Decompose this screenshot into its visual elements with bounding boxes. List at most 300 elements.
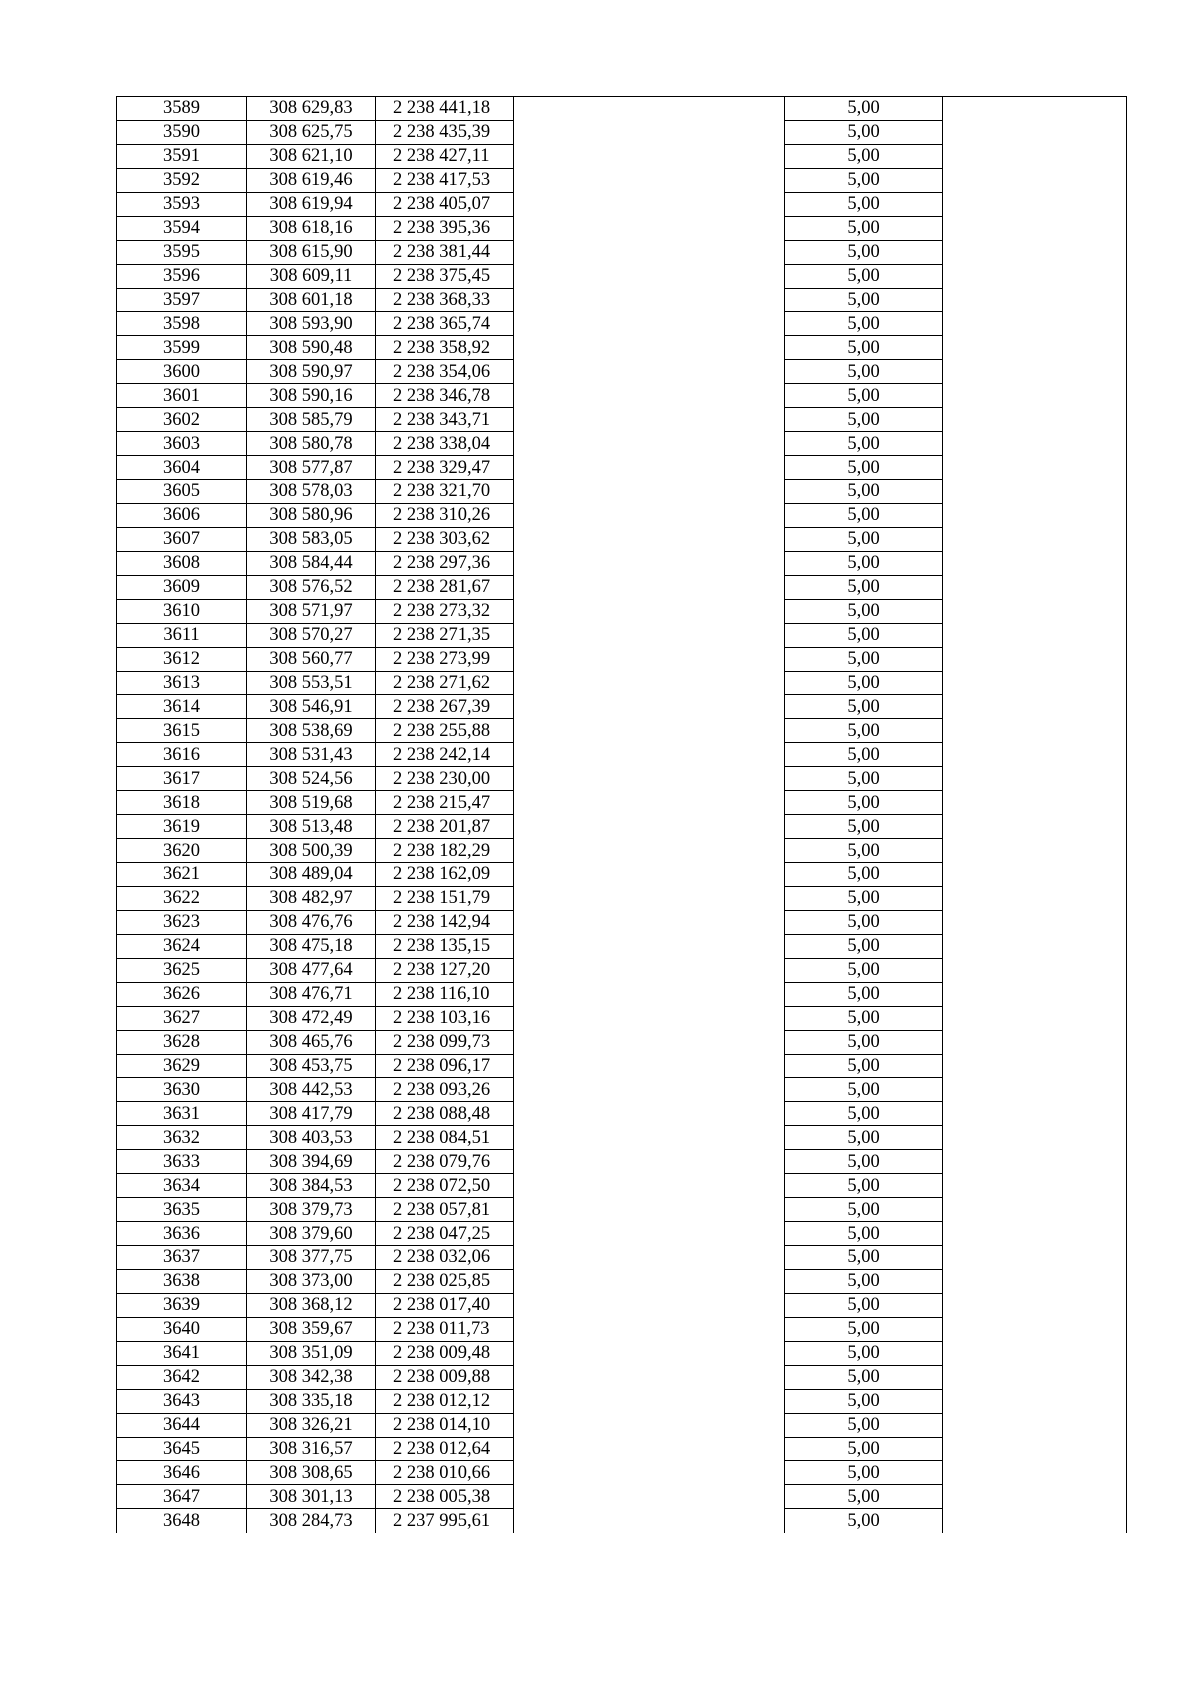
empty-column — [943, 240, 1127, 264]
y-coordinate: 2 238 368,33 — [376, 288, 514, 312]
y-coordinate: 2 238 010,66 — [376, 1461, 514, 1485]
x-coordinate: 308 284,73 — [247, 1509, 376, 1533]
coordinates-table — [116, 96, 1127, 1533]
table-row — [117, 456, 1127, 480]
y-coordinate: 2 238 381,44 — [376, 240, 514, 264]
empty-column — [943, 1006, 1127, 1030]
table-row — [117, 815, 1127, 839]
empty-column — [943, 575, 1127, 599]
x-coordinate: 308 368,12 — [247, 1293, 376, 1317]
empty-column — [514, 1078, 785, 1102]
x-coordinate: 308 476,76 — [247, 910, 376, 934]
y-coordinate: 2 238 346,78 — [376, 384, 514, 408]
empty-column — [943, 791, 1127, 815]
value-cell: 5,00 — [785, 1341, 943, 1365]
value-cell: 5,00 — [785, 1317, 943, 1341]
table-row — [117, 1030, 1127, 1054]
empty-column — [943, 767, 1127, 791]
table-row — [117, 1389, 1127, 1413]
point-number: 3599 — [117, 336, 247, 360]
x-coordinate: 308 577,87 — [247, 456, 376, 480]
point-number: 3636 — [117, 1222, 247, 1246]
value-cell: 5,00 — [785, 671, 943, 695]
empty-column — [943, 1126, 1127, 1150]
x-coordinate: 308 615,90 — [247, 240, 376, 264]
table-row — [117, 1485, 1127, 1509]
value-cell: 5,00 — [785, 623, 943, 647]
y-coordinate: 2 238 273,99 — [376, 647, 514, 671]
y-coordinate: 2 238 201,87 — [376, 815, 514, 839]
value-cell: 5,00 — [785, 456, 943, 480]
point-number: 3619 — [117, 815, 247, 839]
point-number: 3648 — [117, 1509, 247, 1533]
table-row — [117, 480, 1127, 504]
value-cell: 5,00 — [785, 1150, 943, 1174]
y-coordinate: 2 238 099,73 — [376, 1030, 514, 1054]
x-coordinate: 308 465,76 — [247, 1030, 376, 1054]
table-row — [117, 144, 1127, 168]
value-cell: 5,00 — [785, 408, 943, 432]
point-number: 3600 — [117, 360, 247, 384]
y-coordinate: 2 238 297,36 — [376, 551, 514, 575]
point-number: 3632 — [117, 1126, 247, 1150]
empty-column — [943, 408, 1127, 432]
point-number: 3615 — [117, 719, 247, 743]
point-number: 3614 — [117, 695, 247, 719]
empty-column — [514, 456, 785, 480]
empty-column — [514, 168, 785, 192]
y-coordinate: 2 238 084,51 — [376, 1126, 514, 1150]
x-coordinate: 308 546,91 — [247, 695, 376, 719]
y-coordinate: 2 238 142,94 — [376, 910, 514, 934]
empty-column — [943, 1317, 1127, 1341]
x-coordinate: 308 531,43 — [247, 743, 376, 767]
table-row — [117, 623, 1127, 647]
empty-column — [514, 1246, 785, 1270]
x-coordinate: 308 359,67 — [247, 1317, 376, 1341]
point-number: 3594 — [117, 216, 247, 240]
point-number: 3638 — [117, 1269, 247, 1293]
value-cell: 5,00 — [785, 432, 943, 456]
point-number: 3625 — [117, 958, 247, 982]
table-row — [117, 312, 1127, 336]
table-row — [117, 1150, 1127, 1174]
point-number: 3621 — [117, 863, 247, 887]
empty-column — [514, 1509, 785, 1533]
x-coordinate: 308 524,56 — [247, 767, 376, 791]
value-cell: 5,00 — [785, 264, 943, 288]
empty-column — [943, 934, 1127, 958]
empty-column — [943, 671, 1127, 695]
x-coordinate: 308 342,38 — [247, 1365, 376, 1389]
x-coordinate: 308 538,69 — [247, 719, 376, 743]
point-number: 3641 — [117, 1341, 247, 1365]
y-coordinate: 2 238 012,64 — [376, 1437, 514, 1461]
table-row — [117, 743, 1127, 767]
y-coordinate: 2 238 047,25 — [376, 1222, 514, 1246]
y-coordinate: 2 238 103,16 — [376, 1006, 514, 1030]
point-number: 3623 — [117, 910, 247, 934]
x-coordinate: 308 585,79 — [247, 408, 376, 432]
y-coordinate: 2 238 255,88 — [376, 719, 514, 743]
x-coordinate: 308 629,83 — [247, 97, 376, 121]
empty-column — [943, 1413, 1127, 1437]
value-cell: 5,00 — [785, 743, 943, 767]
x-coordinate: 308 571,97 — [247, 599, 376, 623]
value-cell: 5,00 — [785, 240, 943, 264]
x-coordinate: 308 601,18 — [247, 288, 376, 312]
empty-column — [514, 1054, 785, 1078]
x-coordinate: 308 580,78 — [247, 432, 376, 456]
x-coordinate: 308 379,60 — [247, 1222, 376, 1246]
y-coordinate: 2 238 281,67 — [376, 575, 514, 599]
point-number: 3631 — [117, 1102, 247, 1126]
x-coordinate: 308 417,79 — [247, 1102, 376, 1126]
x-coordinate: 308 560,77 — [247, 647, 376, 671]
point-number: 3610 — [117, 599, 247, 623]
y-coordinate: 2 238 329,47 — [376, 456, 514, 480]
value-cell: 5,00 — [785, 1006, 943, 1030]
empty-column — [943, 1341, 1127, 1365]
value-cell: 5,00 — [785, 480, 943, 504]
empty-column — [943, 647, 1127, 671]
empty-column — [514, 719, 785, 743]
value-cell: 5,00 — [785, 1293, 943, 1317]
table-row — [117, 1365, 1127, 1389]
y-coordinate: 2 238 365,74 — [376, 312, 514, 336]
empty-column — [943, 1102, 1127, 1126]
empty-column — [514, 1150, 785, 1174]
x-coordinate: 308 351,09 — [247, 1341, 376, 1365]
empty-column — [514, 1174, 785, 1198]
empty-column — [514, 958, 785, 982]
x-coordinate: 308 476,71 — [247, 982, 376, 1006]
y-coordinate: 2 238 242,14 — [376, 743, 514, 767]
y-coordinate: 2 238 417,53 — [376, 168, 514, 192]
value-cell: 5,00 — [785, 839, 943, 863]
table-row — [117, 288, 1127, 312]
y-coordinate: 2 238 017,40 — [376, 1293, 514, 1317]
value-cell: 5,00 — [785, 1269, 943, 1293]
empty-column — [943, 551, 1127, 575]
empty-column — [943, 1485, 1127, 1509]
empty-column — [943, 695, 1127, 719]
empty-column — [943, 719, 1127, 743]
table-row — [117, 1293, 1127, 1317]
point-number: 3620 — [117, 839, 247, 863]
value-cell: 5,00 — [785, 982, 943, 1006]
point-number: 3595 — [117, 240, 247, 264]
point-number: 3645 — [117, 1437, 247, 1461]
value-cell: 5,00 — [785, 1078, 943, 1102]
empty-column — [943, 958, 1127, 982]
table-row — [117, 1054, 1127, 1078]
table-row — [117, 336, 1127, 360]
empty-column — [514, 503, 785, 527]
point-number: 3590 — [117, 120, 247, 144]
y-coordinate: 2 238 343,71 — [376, 408, 514, 432]
value-cell: 5,00 — [785, 360, 943, 384]
value-cell: 5,00 — [785, 312, 943, 336]
empty-column — [514, 1269, 785, 1293]
table-row — [117, 719, 1127, 743]
x-coordinate: 308 590,16 — [247, 384, 376, 408]
empty-column — [943, 312, 1127, 336]
point-number: 3592 — [117, 168, 247, 192]
y-coordinate: 2 238 162,09 — [376, 863, 514, 887]
empty-column — [514, 1006, 785, 1030]
value-cell: 5,00 — [785, 815, 943, 839]
table-row — [117, 551, 1127, 575]
empty-column — [514, 1222, 785, 1246]
table-row — [117, 1341, 1127, 1365]
point-number: 3591 — [117, 144, 247, 168]
table-row — [117, 1269, 1127, 1293]
table-row — [117, 863, 1127, 887]
y-coordinate: 2 238 012,12 — [376, 1389, 514, 1413]
x-coordinate: 308 570,27 — [247, 623, 376, 647]
empty-column — [514, 623, 785, 647]
value-cell: 5,00 — [785, 599, 943, 623]
empty-column — [943, 216, 1127, 240]
table-row — [117, 695, 1127, 719]
y-coordinate: 2 238 009,48 — [376, 1341, 514, 1365]
value-cell: 5,00 — [785, 97, 943, 121]
table-row — [117, 1174, 1127, 1198]
value-cell: 5,00 — [785, 1365, 943, 1389]
y-coordinate: 2 238 127,20 — [376, 958, 514, 982]
table-row — [117, 168, 1127, 192]
empty-column — [514, 1365, 785, 1389]
table-row — [117, 503, 1127, 527]
table-row — [117, 910, 1127, 934]
empty-column — [943, 815, 1127, 839]
empty-column — [943, 1246, 1127, 1270]
value-cell: 5,00 — [785, 216, 943, 240]
empty-column — [514, 599, 785, 623]
empty-column — [943, 288, 1127, 312]
table-row — [117, 1509, 1127, 1533]
value-cell: 5,00 — [785, 1198, 943, 1222]
x-coordinate: 308 472,49 — [247, 1006, 376, 1030]
y-coordinate: 2 238 005,38 — [376, 1485, 514, 1509]
empty-column — [514, 288, 785, 312]
x-coordinate: 308 621,10 — [247, 144, 376, 168]
empty-column — [514, 432, 785, 456]
point-number: 3633 — [117, 1150, 247, 1174]
value-cell: 5,00 — [785, 1030, 943, 1054]
x-coordinate: 308 301,13 — [247, 1485, 376, 1509]
y-coordinate: 2 238 088,48 — [376, 1102, 514, 1126]
y-coordinate: 2 238 032,06 — [376, 1246, 514, 1270]
empty-column — [943, 623, 1127, 647]
value-cell: 5,00 — [785, 168, 943, 192]
empty-column — [943, 360, 1127, 384]
point-number: 3616 — [117, 743, 247, 767]
table-row — [117, 120, 1127, 144]
y-coordinate: 2 238 271,35 — [376, 623, 514, 647]
empty-column — [514, 934, 785, 958]
empty-column — [943, 1389, 1127, 1413]
point-number: 3624 — [117, 934, 247, 958]
value-cell: 5,00 — [785, 120, 943, 144]
empty-column — [514, 1293, 785, 1317]
x-coordinate: 308 576,52 — [247, 575, 376, 599]
value-cell: 5,00 — [785, 1413, 943, 1437]
empty-column — [943, 1365, 1127, 1389]
empty-column — [514, 1461, 785, 1485]
empty-column — [943, 264, 1127, 288]
x-coordinate: 308 477,64 — [247, 958, 376, 982]
y-coordinate: 2 238 116,10 — [376, 982, 514, 1006]
y-coordinate: 2 238 093,26 — [376, 1078, 514, 1102]
point-number: 3618 — [117, 791, 247, 815]
table-row — [117, 599, 1127, 623]
empty-column — [514, 480, 785, 504]
empty-column — [943, 599, 1127, 623]
point-number: 3634 — [117, 1174, 247, 1198]
y-coordinate: 2 238 427,11 — [376, 144, 514, 168]
x-coordinate: 308 394,69 — [247, 1150, 376, 1174]
empty-column — [943, 839, 1127, 863]
point-number: 3609 — [117, 575, 247, 599]
empty-column — [514, 1317, 785, 1341]
value-cell: 5,00 — [785, 863, 943, 887]
point-number: 3608 — [117, 551, 247, 575]
x-coordinate: 308 583,05 — [247, 527, 376, 551]
point-number: 3597 — [117, 288, 247, 312]
point-number: 3598 — [117, 312, 247, 336]
table-row — [117, 527, 1127, 551]
point-number: 3603 — [117, 432, 247, 456]
table-row — [117, 1437, 1127, 1461]
value-cell: 5,00 — [785, 1485, 943, 1509]
point-number: 3643 — [117, 1389, 247, 1413]
y-coordinate: 2 238 011,73 — [376, 1317, 514, 1341]
point-number: 3627 — [117, 1006, 247, 1030]
empty-column — [514, 1341, 785, 1365]
empty-column — [514, 408, 785, 432]
point-number: 3605 — [117, 480, 247, 504]
table-row — [117, 1222, 1127, 1246]
point-number: 3602 — [117, 408, 247, 432]
table-row — [117, 1246, 1127, 1270]
point-number: 3646 — [117, 1461, 247, 1485]
empty-column — [514, 240, 785, 264]
empty-column — [514, 767, 785, 791]
empty-column — [514, 1126, 785, 1150]
table-row — [117, 216, 1127, 240]
y-coordinate: 2 238 303,62 — [376, 527, 514, 551]
y-coordinate: 2 238 354,06 — [376, 360, 514, 384]
table-row — [117, 1198, 1127, 1222]
x-coordinate: 308 377,75 — [247, 1246, 376, 1270]
y-coordinate: 2 238 273,32 — [376, 599, 514, 623]
x-coordinate: 308 326,21 — [247, 1413, 376, 1437]
empty-column — [514, 671, 785, 695]
point-number: 3596 — [117, 264, 247, 288]
empty-column — [514, 886, 785, 910]
y-coordinate: 2 238 230,00 — [376, 767, 514, 791]
empty-column — [514, 1437, 785, 1461]
value-cell: 5,00 — [785, 527, 943, 551]
empty-column — [514, 695, 785, 719]
point-number: 3613 — [117, 671, 247, 695]
point-number: 3606 — [117, 503, 247, 527]
empty-column — [943, 1222, 1127, 1246]
x-coordinate: 308 625,75 — [247, 120, 376, 144]
table-row — [117, 432, 1127, 456]
point-number: 3629 — [117, 1054, 247, 1078]
y-coordinate: 2 238 405,07 — [376, 192, 514, 216]
point-number: 3589 — [117, 97, 247, 121]
x-coordinate: 308 593,90 — [247, 312, 376, 336]
y-coordinate: 2 238 025,85 — [376, 1269, 514, 1293]
point-number: 3635 — [117, 1198, 247, 1222]
empty-column — [943, 192, 1127, 216]
value-cell: 5,00 — [785, 144, 943, 168]
table-row — [117, 97, 1127, 121]
empty-column — [943, 527, 1127, 551]
y-coordinate: 2 238 135,15 — [376, 934, 514, 958]
empty-column — [514, 1102, 785, 1126]
point-number: 3640 — [117, 1317, 247, 1341]
y-coordinate: 2 238 271,62 — [376, 671, 514, 695]
x-coordinate: 308 618,16 — [247, 216, 376, 240]
empty-column — [514, 1198, 785, 1222]
empty-column — [943, 1461, 1127, 1485]
empty-column — [943, 168, 1127, 192]
empty-column — [514, 192, 785, 216]
empty-column — [943, 1030, 1127, 1054]
point-number: 3644 — [117, 1413, 247, 1437]
y-coordinate: 2 238 435,39 — [376, 120, 514, 144]
empty-column — [943, 863, 1127, 887]
table-row — [117, 408, 1127, 432]
empty-column — [514, 527, 785, 551]
table-row — [117, 575, 1127, 599]
empty-column — [943, 1078, 1127, 1102]
value-cell: 5,00 — [785, 1389, 943, 1413]
empty-column — [514, 384, 785, 408]
empty-column — [514, 839, 785, 863]
y-coordinate: 2 238 014,10 — [376, 1413, 514, 1437]
point-number: 3647 — [117, 1485, 247, 1509]
x-coordinate: 308 619,46 — [247, 168, 376, 192]
y-coordinate: 2 238 310,26 — [376, 503, 514, 527]
x-coordinate: 308 590,48 — [247, 336, 376, 360]
value-cell: 5,00 — [785, 695, 943, 719]
empty-column — [943, 910, 1127, 934]
table-row — [117, 839, 1127, 863]
value-cell: 5,00 — [785, 575, 943, 599]
table-row — [117, 958, 1127, 982]
empty-column — [943, 1198, 1127, 1222]
value-cell: 5,00 — [785, 1437, 943, 1461]
table-row — [117, 1317, 1127, 1341]
value-cell: 5,00 — [785, 791, 943, 815]
point-number: 3593 — [117, 192, 247, 216]
empty-column — [943, 982, 1127, 1006]
value-cell: 5,00 — [785, 1246, 943, 1270]
table-row — [117, 1006, 1127, 1030]
empty-column — [514, 791, 785, 815]
value-cell: 5,00 — [785, 1509, 943, 1533]
empty-column — [514, 336, 785, 360]
point-number: 3630 — [117, 1078, 247, 1102]
empty-column — [514, 97, 785, 121]
table-row — [117, 934, 1127, 958]
